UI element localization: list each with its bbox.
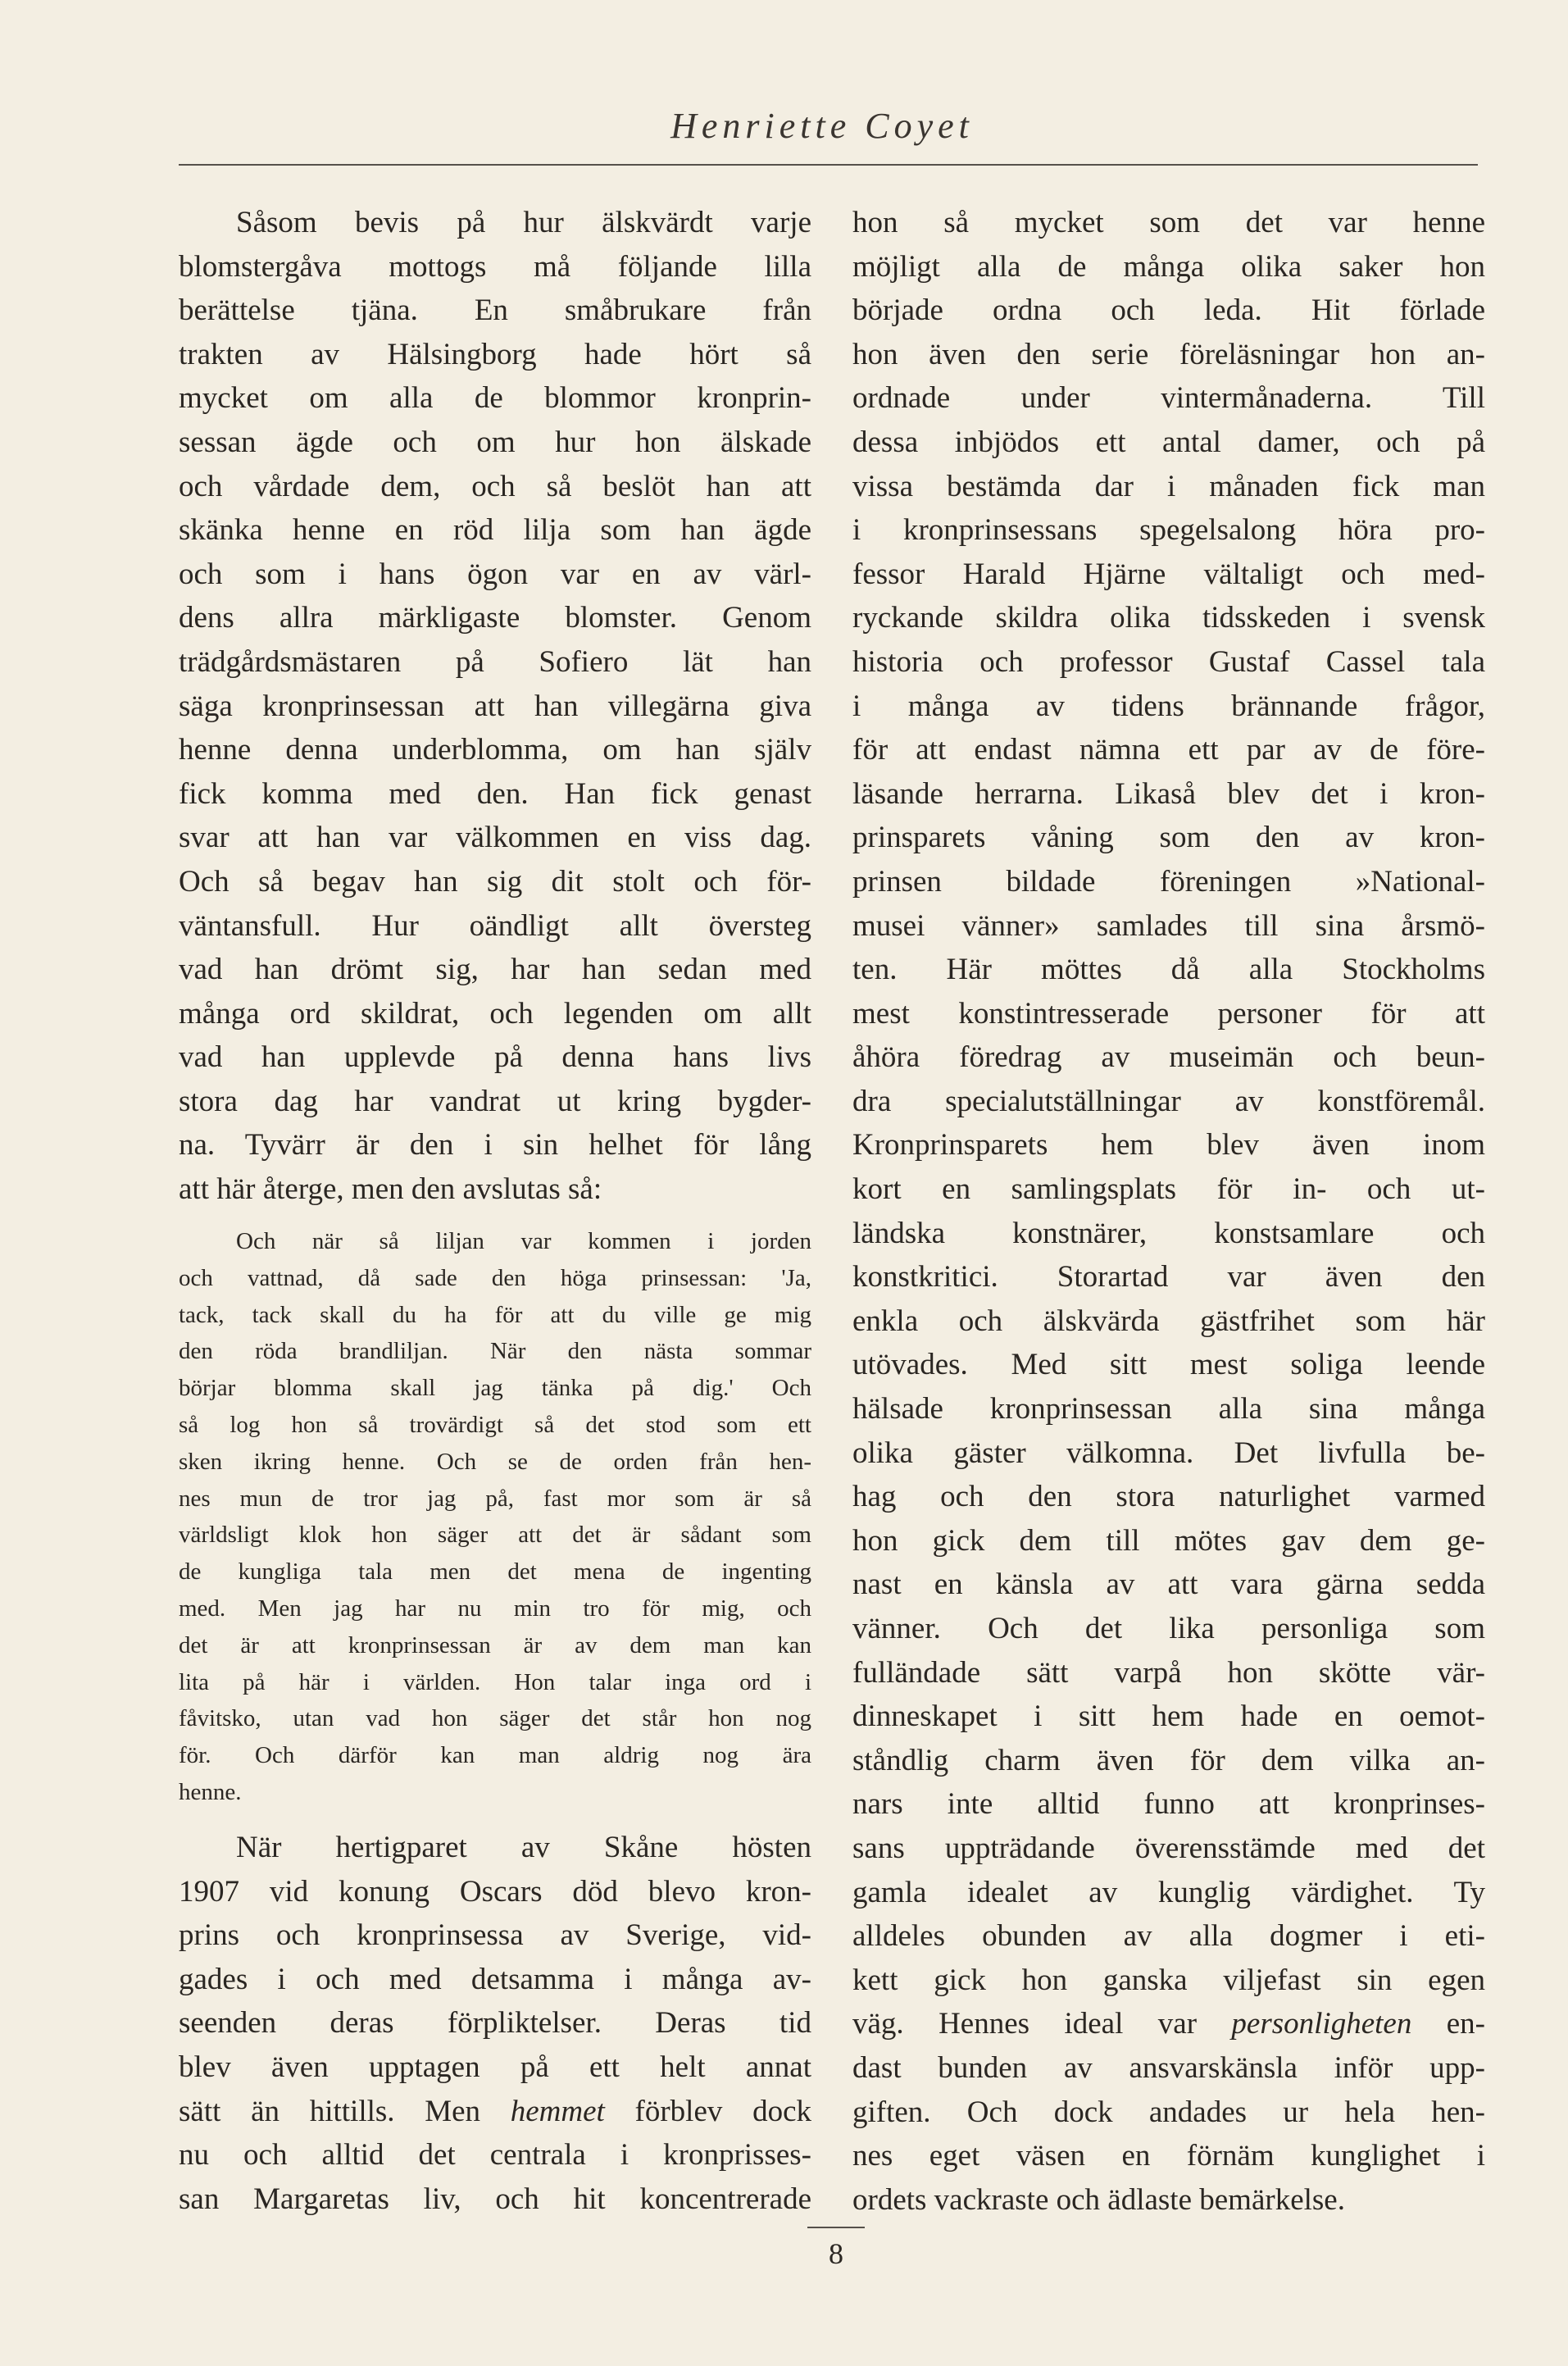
text-line: 1907 vid konung Oscars död blevo kron- xyxy=(179,1874,811,1909)
text-line: vad han upplevde på denna hans livs xyxy=(179,1040,811,1075)
text-line: de kungliga tala men det mena de ingenting xyxy=(179,1558,811,1586)
text-line: enkla och älskvärda gästfrihet som här xyxy=(852,1304,1485,1338)
text-line: börjar blomma skall jag tänka på dig.' Och xyxy=(179,1375,811,1402)
text-line: läsande herrarna. Likaså blev det i kron- xyxy=(852,776,1485,811)
text-line: dens allra märkligaste blomster. Genom xyxy=(179,601,811,635)
text-line: den röda brandliljan. När den nästa sommar xyxy=(179,1338,811,1365)
text-line: trädgårdsmästaren på Sofiero lät han xyxy=(179,644,811,679)
text-line: nu och alltid det centrala i kronprisses- xyxy=(179,2138,811,2173)
text-line: Såsom bevis på hur älskvärdt varje xyxy=(236,206,811,239)
text-line: Och så begav han sig dit stolt och för- xyxy=(179,864,811,899)
text-line: blomstergåva mottogs må följande lilla xyxy=(179,249,811,284)
text-line: kort en samlingsplats för in- och ut- xyxy=(852,1172,1485,1207)
text-line: världsligt klok hon säger att det är sådant som xyxy=(179,1522,811,1549)
text-line: i många av tidens brännande frågor, xyxy=(852,689,1485,723)
text-line: berättelse tjäna. En småbrukare från xyxy=(179,293,811,328)
text-line: gades i och med detsamma i många av- xyxy=(179,1962,811,1996)
text-line: och vattnad, då sade den höga prinsessan: 'Ja, xyxy=(179,1264,811,1291)
text-line: musei vänner» samlades till sina årsmö- xyxy=(852,908,1485,943)
text-line: Och när så liljan var kommen i jorden xyxy=(236,1228,811,1254)
text-line: dra specialutställningar av konstföremål. xyxy=(852,1084,1485,1118)
text-line: dinneskapet i sitt hem hade en oemot- xyxy=(852,1699,1485,1734)
text-line: började ordna och leda. Hit förlade xyxy=(852,293,1485,328)
text-line: fick komma med den. Han fick genast xyxy=(179,776,811,811)
text-line: nast en känsla av att vara gärna sedda xyxy=(852,1567,1485,1602)
text-line: att här återge, men den avslutas så: xyxy=(179,1172,602,1207)
text-line: i kronprinsessans spegelsalong höra pro- xyxy=(852,513,1485,548)
text-segment: sätt än hittills. Men xyxy=(179,2094,511,2128)
text-line: fulländade sätt varpå hon skötte vär- xyxy=(852,1655,1485,1690)
text-line: nars inte alltid funno att kronprinses- xyxy=(852,1787,1485,1822)
text-line: svar att han var välkommen en viss dag. xyxy=(179,821,811,855)
text-line: mest konstintresserade personer för att xyxy=(852,996,1485,1031)
paragraph xyxy=(179,201,811,1212)
text-line: vänner. Och det lika personliga som xyxy=(852,1612,1485,1645)
text-line: gamla idealet av kunglig värdighet. Ty xyxy=(852,1875,1485,1909)
text-line: seenden deras förpliktelser. Deras tid xyxy=(179,2006,811,2041)
text-line: henne denna underblomma, om han själv xyxy=(179,733,811,767)
text-line: så log hon så trovärdigt så det stod som ett xyxy=(179,1411,811,1438)
text-line: säga kronprinsessan att han villegärna giva xyxy=(179,689,811,723)
text-line: tack, tack skall du ha för att du ville ge mig xyxy=(179,1301,811,1328)
text-line: fessor Harald Hjärne vältaligt och med- xyxy=(852,557,1485,591)
text-line: prins och kronprinsessa av Sverige, vid- xyxy=(179,1918,811,1953)
text-line: skänka henne en röd lilja som han ägde xyxy=(179,513,811,548)
emphasized-word: personligheten xyxy=(1231,2007,1412,2041)
text-line: fåvitsko, utan vad hon säger det står hon nog xyxy=(179,1705,811,1732)
text-line: henne. xyxy=(179,1778,242,1805)
text-line: När hertigparet av Skåne hösten xyxy=(236,1831,811,1864)
text-line: historia och professor Gustaf Cassel tala xyxy=(852,644,1485,679)
text-line: lita på här i världen. Hon talar inga ord i xyxy=(179,1668,811,1695)
text-line: vad han drömt sig, har han sedan med xyxy=(179,953,811,987)
paragraph xyxy=(179,1826,811,2221)
text-line: ryckande skildra olika tidsskeden i svensk xyxy=(852,601,1485,635)
text-line: san Margaretas liv, och hit koncentrerade xyxy=(179,2182,811,2216)
text-line: vissa bestämda dar i månaden fick man xyxy=(852,469,1485,503)
text-line: dast bunden av ansvarskänsla inför upp- xyxy=(852,2050,1485,2085)
text-line: för att endast nämna ett par av de före- xyxy=(852,733,1485,767)
text-line: många ord skildrat, och legenden om allt xyxy=(179,996,811,1031)
text-line xyxy=(179,2090,811,2134)
emphasized-word: hemmet xyxy=(510,2094,605,2128)
text-segment: förblev dock xyxy=(604,2094,811,2128)
paragraph xyxy=(852,201,1485,2222)
text-line: sessan ägde och om hur hon älskade xyxy=(179,425,811,459)
text-line: na. Tyvärr är den i sin helhet för lång xyxy=(179,1128,811,1163)
text-line: ståndlig charm även för dem vilka an- xyxy=(852,1743,1485,1777)
text-line xyxy=(852,2002,1485,2046)
text-line: ländska konstnärer, konstsamlare och xyxy=(852,1216,1485,1250)
text-line: hon så mycket som det var henne xyxy=(852,206,1485,239)
text-line: och som i hans ögon var en av värl- xyxy=(179,557,811,591)
page-number: 8 xyxy=(829,2237,843,2270)
text-line: med. Men jag har nu min tro för mig, och xyxy=(179,1595,811,1622)
text-line: nes mun de tror jag på, fast mor som är så xyxy=(179,1485,811,1512)
page-number-rule xyxy=(807,2227,865,2228)
text-line: och vårdade dem, och så beslöt han att xyxy=(179,469,811,503)
text-line: hon gick dem till mötes gav dem ge- xyxy=(852,1523,1485,1558)
text-line: hag och den stora naturlighet varmed xyxy=(852,1480,1485,1514)
text-line: väntansfull. Hur oändligt allt översteg xyxy=(179,908,811,943)
quotation xyxy=(179,1223,811,1811)
text-line: det är att kronprinsessan är av dem man kan xyxy=(179,1631,811,1658)
text-line: möjligt alla de många olika saker hon xyxy=(852,249,1485,284)
text-line: mycket om alla de blommor kronprin- xyxy=(179,381,811,416)
text-line: kett gick hon ganska viljefast sin egen xyxy=(852,1963,1485,1997)
text-line: hälsade kronprinsessan alla sina många xyxy=(852,1392,1485,1426)
text-segment: en- xyxy=(1411,2007,1485,2041)
text-line: åhöra föredrag av museimän och beun- xyxy=(852,1040,1485,1075)
text-line: Kronprinsparets hem blev även inom xyxy=(852,1128,1485,1163)
text-line: för. Och därför kan man aldrig nog ära xyxy=(179,1742,811,1769)
text-line: stora dag har vandrat ut kring bygder- xyxy=(179,1084,811,1118)
text-line: utövades. Med sitt mest soliga leende xyxy=(852,1348,1485,1382)
text-line: alldeles obunden av alla dogmer i eti- xyxy=(852,1919,1485,1954)
text-line: prinsen bildade föreningen »National- xyxy=(852,864,1485,899)
text-line: giften. Och dock andades ur hela hen- xyxy=(852,2095,1485,2129)
text-line: sans uppträdande överensstämde med det xyxy=(852,1831,1485,1865)
text-line: dessa inbjödos ett antal damer, och på xyxy=(852,425,1485,459)
text-line: hon även den serie föreläsningar hon an- xyxy=(852,337,1485,371)
header-rule xyxy=(179,164,1478,166)
text-line: blev även upptagen på ett helt annat xyxy=(179,2050,811,2084)
running-header: Henriette Coyet xyxy=(670,106,974,146)
text-line: sken ikring henne. Och se de orden från hen- xyxy=(179,1448,811,1475)
text-segment: väg. Hennes ideal var xyxy=(852,2007,1232,2041)
text-line: ten. Här möttes då alla Stockholms xyxy=(852,953,1485,987)
text-line: konstkritici. Storartad var även den xyxy=(852,1260,1485,1294)
text-line: ordnade under vintermånaderna. Till xyxy=(852,381,1485,416)
text-line: prinsparets våning som den av kron- xyxy=(852,821,1485,855)
text-line: nes eget väsen en förnäm kunglighet i xyxy=(852,2139,1485,2173)
text-line: ordets vackraste och ädlaste bemärkelse. xyxy=(852,2182,1345,2217)
text-line: trakten av Hälsingborg hade hört så xyxy=(179,337,811,371)
text-line: olika gäster välkomna. Det livfulla be- xyxy=(852,1436,1485,1470)
